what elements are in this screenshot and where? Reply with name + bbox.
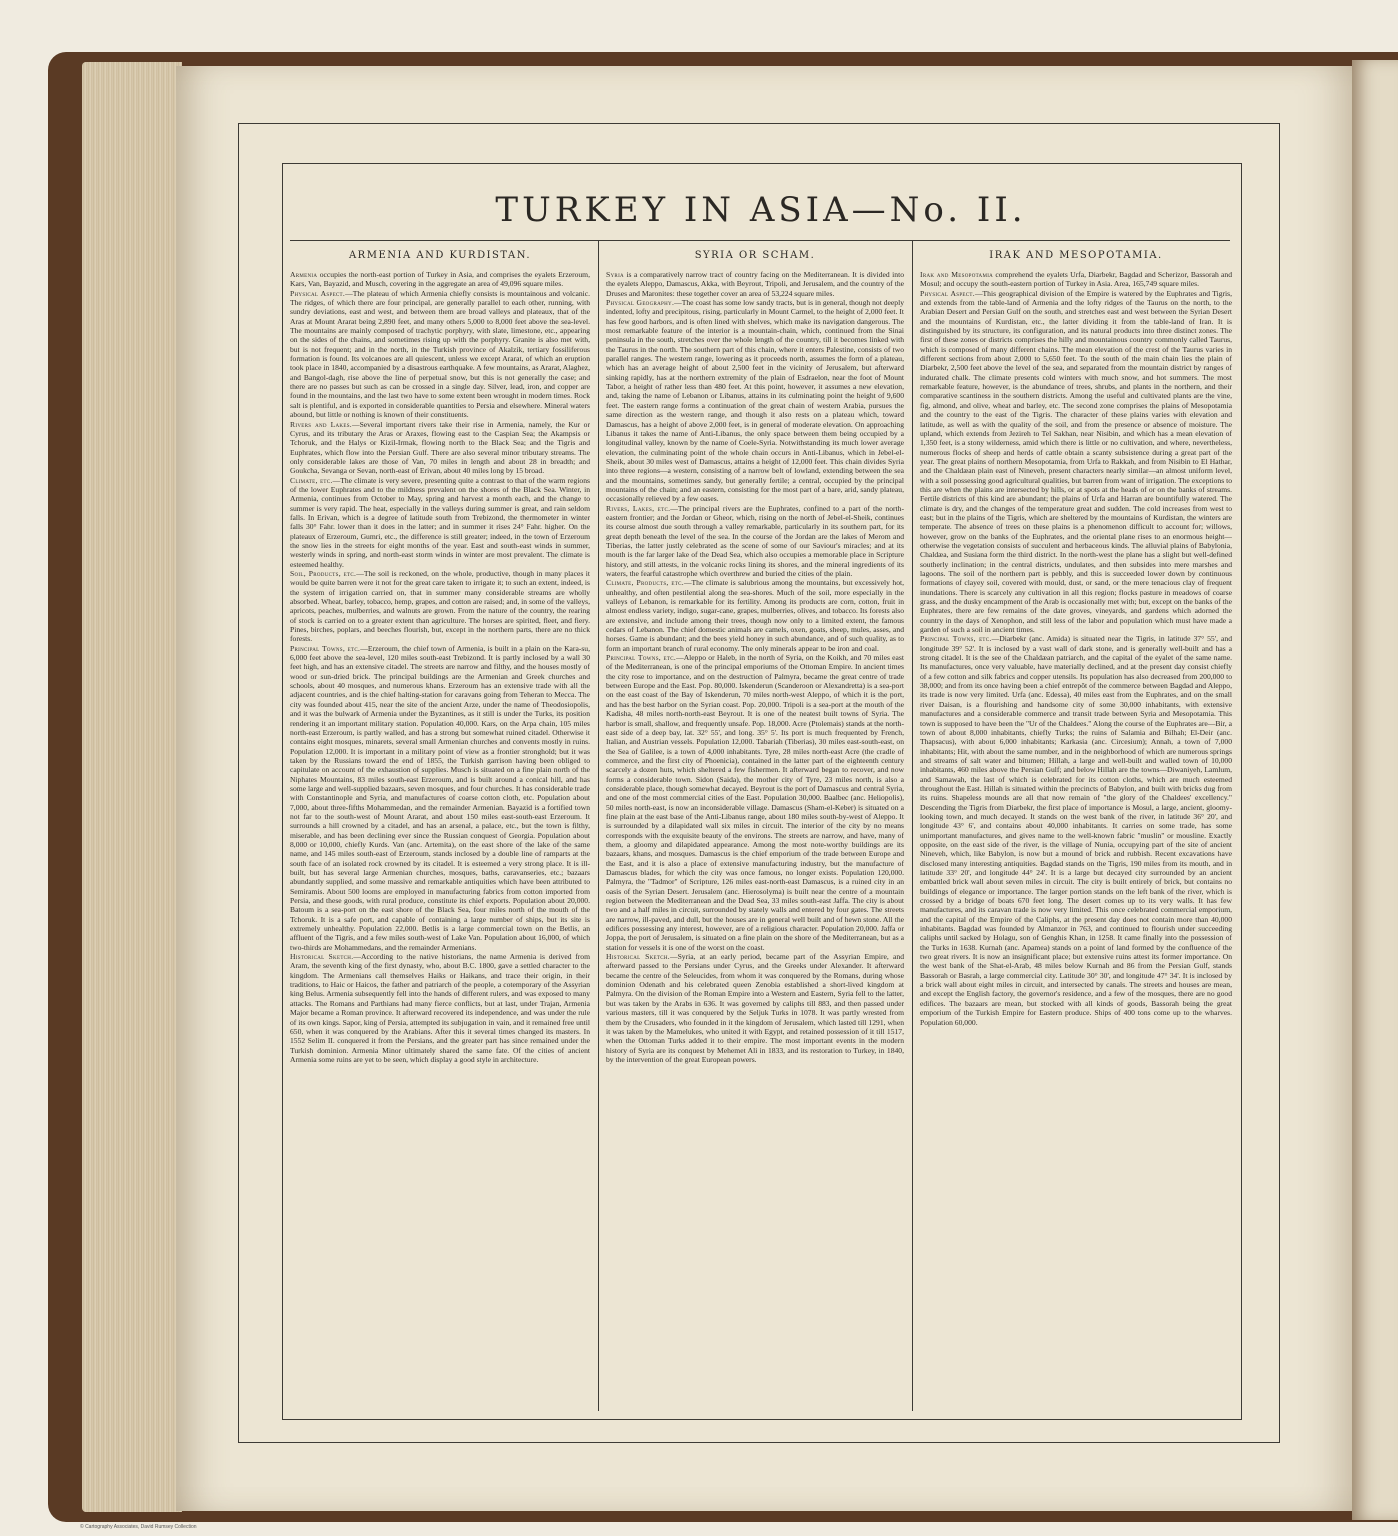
paragraph-lead: Soil, Products, etc.: [290, 569, 357, 578]
paragraph-text: —According to the native historians, the name Armenia is derived from Aram, the seventh king of the first dynasty, who, about B.C. 1800, gave a settled character to the kingdom. The Armenians call themselves Haiks or Haikans, and trace their origin, in their traditions, to Haic or Haicos, the father and patriarch of the people, a cotemporary of the Assyrian king Belus. Armenia subsequently fell into the hands of different rulers, and was exposed to many attacks. The Romans and Parthians had many fierce conflicts, but at last, under Trajan, Armenia Major became a Roman province. It afterward recovered its independence, and was under the rule of its own kings. Sapor, king of Persia, attempted its subjugation in vain, and it remained free until 650, when it was conquered by the Arabians. After this it several times changed its masters. In 1552 Selim II. conquered it from the Persians, and the greater part has since remained under the Turkish dominion. Armenia Minor ultimately shared the same fate. Of the cities of ancient Armenia some ruins are yet to be seen, which display a good style in architecture.: [290, 952, 590, 1064]
paragraph-text: —The principal rivers are the Euphrates, confined to a part of the north-eastern frontier; and the Jordan or Gheor, which, rising on the north of Jebel-el-Sheik, continues its course almost due south through a valley remarkable, particularly in its southern part, for its great depth beneath the level of the sea. In the course of the Jordan are the lakes of Merom and Tiberias, the latter justly celebrated as the scene of some of our Saviour's miracles; and at its mouth is the far larger lake of the Dead Sea, which also occupies a memorable place in Scripture history, and still attests, in the volcanic rocks lining its shores, and the mineral ingredients of its waters, the fearful catastrophe which overthrew and buried the cities of the plain.: [606, 503, 904, 578]
paragraph-text: occupies the north-east portion of Turkey in Asia, and comprises the eyalets Erzeroum, Kars, Van, Bayazid, and Musch, covering in the aggregate an area of 49,096 square miles.: [290, 270, 590, 289]
paragraph: [290, 289, 590, 420]
paragraph: [290, 952, 590, 1064]
column-armenia: [290, 248, 590, 1408]
paragraph-text: —Syria, at an early period, became part of the Assyrian Empire, and afterward passed to the Persians under Cyrus, and the Greeks under Alexander. It afterward became the centre of the Seleucides, from whom it was conquered by the Romans, during whose dominion Odenath and his celebrated queen Zenobia established a short-lived kingdom at Palmyra. On the division of the Roman Empire into a Western and Eastern, Syria fell to the latter, but was taken by the Arabs in 636. It was governed by caliphs till 883, and then passed under various masters, till it was conquered by the Seljuk Turks in 1078. It was partly wrested from them by the Crusaders, who founded in it the kingdom of Jerusalem, which lasted till 1291, when it was taken by the Mamelukes, who united it with Egypt, and retained possession of it till 1517, when the Ottoman Turks added it to their empire. The most important events in the modern history of Syria are its conquest by Mehemet Ali in 1833, and its restoration to Turkey, in 1840, by the intervention of the great European powers.: [606, 952, 904, 1064]
paragraph: [606, 504, 904, 579]
paragraph-lead: Physical Aspect.: [290, 288, 346, 298]
paragraph-lead: Rivers, Lakes, etc.: [606, 503, 671, 513]
paragraph: [606, 270, 904, 298]
title-rule: [290, 240, 1230, 241]
paragraph: [290, 644, 590, 952]
page-edges: [82, 62, 182, 1512]
paragraph-lead: Principal Towns, etc.: [290, 643, 361, 653]
paragraph-lead: Principal Towns, etc.: [606, 653, 677, 663]
paragraph: [920, 289, 1232, 635]
paragraph-text: —The plateau of which Armenia chiefly consists is mountainous and volcanic. The ridges, of which there are four principal, are generally parallel to each other, running, with sundry deviations, east and west, and between them are broad valleys and plateaux, that of the Aras at Mount Ararat being 2,890 feet, and many others 5,000 to 8,000 feet above the sea-level. The mountains are mainly composed of trachytic porphyry, with slate, limestone, etc., appearing on the sides of the chains, and sometimes rising up with the porphyry. Granite is also met with, but is not frequent; and in the north, in the Turkish province of Akalzik, tertiary fossiliferous formation is found. Its volcanoes are all quiescent, unless we except Ararat, of which an eruption took place in 1840, accompanied by a disastrous earthquake. A few mountains, as Ararat, Alaghez, and Bangol-dagh, rise above the line of perpetual snow, but this is not generally the case; and there are no passes but such as can be crossed in a single day. Silver, lead, iron, and copper are found in the mountains, and the last two have to some extent been wrought in modern times. Rock salt is plentiful, and is exported in considerable quantities to Persia and elsewhere. Mineral waters abound, but little or nothing is known of their constituents.: [290, 288, 590, 420]
paragraph-text: is a comparatively narrow tract of country facing on the Mediterranean. It is divided into the eyalets Aleppo, Damascus, Akka, with Beyrout, Tripoli, and Jerusalem, and the country of the Druses and Maronites: these together cover an area of 53,224 square miles.: [606, 270, 904, 298]
paragraph-lead: Physical Aspect.: [920, 288, 975, 298]
paragraph-lead: Climate, etc.: [290, 475, 333, 485]
paragraph-lead: Historical Sketch.: [606, 952, 670, 962]
paragraph-text: —The soil is reckoned, on the whole, productive, though in many places it would be quite barren were it not for the great care taken to irrigate it; to such an extent, indeed, is the system of irrigation carried on, that in summer many considerable streams are wholly absorbed. Wheat, barley, tobacco, hemp, grapes, and cotton are raised; and, in some of the valleys, apricots, peaches, mulberries, and walnuts are grown. From the nature of the country, the rearing of stock is carried on to a greater extent than agriculture. The horses are spirited, fleet, and fiery. Pines, birches, poplars, and beeches flourish, but, except in the northern parts, there are no thick forests.: [290, 569, 590, 644]
paragraph-text: —Several important rivers take their rise in Armenia, namely, the Kur or Cyrus, and its tributary the Aras or Araxes, flowing east to the Caspian Sea; the Akampsis or Tchoruk, and the Halys or Kizil-Irmak, flowing north to the Black Sea; and the Tigris and Euphrates, which flow into the Persian Gulf. There are also several minor tributary streams. The only considerable lakes are those of Van, 70 miles in length and about 28 in breadth; and Goukcha, Sevanga or Sevan, north-east of Erivan, about 40 miles long by 15 broad.: [290, 419, 590, 476]
paragraph: [606, 952, 904, 1064]
column-divider: [912, 241, 913, 1411]
section-heading: ARMENIA AND KURDISTAN.: [348, 250, 532, 261]
paragraph: [606, 578, 904, 653]
paragraph-lead: Armenia: [290, 270, 318, 279]
paragraph: [290, 569, 590, 644]
column-syria: [606, 248, 904, 1408]
paragraph-text: —This geographical division of the Empire is watered by the Euphrates and Tigris, and extends from the table-land of Armenia and the lofty ridges of the Taurus on the north, to the Arabian Desert and Persian Gulf on the south, and stretches east and west between the Syrian Desert and the mountains of Kurdistan, etc., the latter dividing it from the table-land of Iran. It is distinguished by its structure, its configuration, and its natural products into three distinct zones. The first of these zones or districts comprises the hilly and mountainous country commonly called Taurus, which is composed of many different chains. The mean elevation of the crest of the Taurus varies in different sections from about 2,000 to 5,650 feet. To the south of the main chain lies the plain of Diarbekr, 2,500 feet above the level of the sea, and separated from the mountain district by ranges of indurated chalk. The climate presents cold winters with much snow, and hot summers. The most remarkable feature, however, is the abundance of trees, shrubs, and plants in the northern, and their comparative scantiness in the southern districts. Among the useful and cultivated plants are the vine, fig, almond, and olive, wheat and barley, etc. The second zone comprises the plains of Mesopotamia and the country to the east of the Tigris. The character of these plains varies with elevation and latitude, as well as with the quality of the soil, and from the presence or absence of moisture. The upland, which extends from Jezireh to Tel Sakhan, near Nisibin, and which has a mean elevation of 1,350 feet, is a stony wilderness, amid which there is little or no cultivation, and where, nevertheless, numerous flocks of sheep and herds of cattle obtain a scanty subsistence during a great part of the year. The great plains of northern Mesopotamia, from Urfa to Rakkah, and from Nisibin to El Hathar, and the Chaldæan plain east of Nineveh, present characters nearly similar—an almost uniform level, with a soil possessing good agricultural qualities, but barren from want of irrigation. The exceptions to this are when the plains are intersected by hills, or at spots at the heads of or on the banks of streams. Fertile districts of this kind are abundant; the plains of Urfa and Harran are bountifully watered. The climate is dry, and the changes of the temperature great and sudden. The cold increases from west to east; but in the plains of the Tigris, which are sheltered by the mountains of Kurdistan, the winters are temperate. The absence of trees on these plains is a phenomenon difficult to account for; willows, however, grow on the banks of the Euphrates, and the oriental plane rises to an enormous height—otherwise the vegetation consists of succulent and herbaceous kinds. The alluvial plains of Babylonia, Chaldæa, and Susiana form the third district. In the north-west the plane has a slight but well-defined southerly inclination; in the central districts, undulates, and then subsides into mere marshes and lagoons. The soil of the northern part is pebbly, and this is succeeded lower down by continuous formations of clayey soil, covered with mould, dust, or sand, or the mere tenacious clay of frequent inundations. There is scarcely any cultivation in all this region; flocks pasture in meadows of coarse grass, and the dusky encampment of the Arab is occasionally met with; but, except on the banks of the Euphrates, there are few remains of the date groves, vineyards, and gardens which adorned the country in the days of Xenophon, and still less of the labor and population which must have made a garden of such a soil in ancient times.: [920, 288, 1232, 635]
paragraph-lead: Physical Geography.: [606, 298, 675, 308]
paragraph-lead: Rivers and Lakes.: [290, 419, 352, 429]
paragraph: [920, 270, 1232, 289]
paragraph-text: comprehend the eyalets Urfa, Diarbekr, Bagdad and Scherizor, Bassorah and Mosul; and occupy the south-eastern portion of Turkey in Asia. Area, 165,749 square miles.: [920, 270, 1232, 289]
paragraph-text: —Aleppo or Haleb, in the north of Syria, on the Koikh, and 70 miles east of the Mediterranean, is one of the principal emporiums of the Ottoman Empire. In ancient times the city rose to importance, and on the destruction of Palmyra, became the great centre of trade between Europe and the East. Pop. 80,000. Iskenderun (Scanderoon or Alexandretta) is a sea-port on the east coast of the Bay of Iskenderun, 70 miles north-west Aleppo, of which it is the port, and has the best harbor on the Syrian coast. Pop. 20,000. Tripoli is a sea-port at the mouth of the Kadisha, 48 miles north-north-east Beyrout. It is one of the neatest built towns of Syria. The harbor is small, shallow, and frequently unsafe. Pop. 18,000. Acre (Ptolemais) stands at the north-east side of a deep bay, lat. 32° 55', and long. 35° 5'. Its port is much frequented by French, Italian, and Austrian vessels. Population 12,000. Tabariah (Tiberias), 30 miles east-south-east, on the Sea of Galilee, is a town of 4,000 inhabitants. Tyre, 28 miles north-east Acre (the cradle of commerce, and the first city of Phoenicia), contained in the latter part of the eighteenth century scarcely a dozen huts, which sheltered a few fishermen. It afterward began to recover, and now forms a considerable town. Sidon (Saida), the mother city of Tyre, 23 miles north, is also a considerable place, though somewhat decayed. Beyrout is the port of Damascus and central Syria, and one of the most commercial cities of the East. Population 30,000. Baalbec (anc. Heliopolis), 50 miles north-east, is now an inconsiderable village. Damascus (Sham-el-Keber) is situated on a fine plain at the east base of the Anti-Libanus range, about 180 miles south-by-west of Aleppo. It is surrounded by a dilapidated wall six miles in circuit. The interior of the city by no means corresponds with the exquisite beauty of the environs. The streets are narrow, and have, many of them, a gloomy and dilapidated appearance. Among the most note-worthy buildings are its bazaars, khans, and mosques. Damascus is the chief emporium of the trade between Europe and the East, and it is also a place of extensive manufacturing industry, but the manufacture of Damascus blades, for which the city was once famous, no longer exists. Population 120,000. Palmyra, the "Tadmor" of Scripture, 126 miles east-north-east Damascus, is a ruined city in an oasis of the Syrian Desert. Jerusalem (anc. Hierosolyma) is built near the centre of a mountain region between the Mediterranean and the Dead Sea, 33 miles south-east Jaffa. The city is about two and a half miles in circuit, surrounded by stately walls and entered by four gates. The streets are narrow, ill-paved, and dull, but the houses are in general well built and of hewn stone. All the edifices possessing any interest, however, are of a religious character. Population 20,000. Jaffa or Joppa, the port of Jerusalem, is situated on a fine plain on the shore of the Mediterranean, but as a station for vessels it is one of the worst on the coast.: [606, 653, 904, 952]
facing-page-edge: [1352, 60, 1398, 1520]
section-body: [606, 270, 904, 1064]
credit-line: © Cartography Associates, David Rumsey Collection: [80, 1524, 197, 1530]
paragraph-lead: Principal Towns, etc.: [920, 634, 992, 644]
column-divider: [598, 241, 599, 1411]
paragraph-text: —Erzeroum, the chief town of Armenia, is built in a plain on the Kara-su, 6,000 feet above the sea-level, 120 miles south-east Trebizond. It is partly inclosed by a wall 30 feet high, and has an extensive citadel. The streets are narrow and filthy, and the houses mostly of wood or sun-dried brick. The principal buildings are the Armenian and Greek churches and schools, about 40 mosques, and numerous khans. Erzeroum has an extensive trade with all the adjacent countries, and is the chief halting-station for caravans going from Teheran to Mecca. The city was founded about 415, near the site of the ancient Arze, under the name of Theodosiopolis, and it was the bulwark of Armenia under the Byzantines, as it still is under the Turks, its position rendering it an important military station. Population 40,000. Kars, on the Arpa chain, 105 miles north-east Erzeroum, is partly walled, and has a strong but somewhat ruined citadel. Otherwise it contains eight mosques, minarets, several small Armenian churches and convents mostly in ruins. Population 12,000. It is important in a military point of view as a frontier stronghold; but it was taken by the Russians toward the end of 1855, the Turkish garrison having been obliged to capitulate on account of the exhaustion of supplies. Musch is situated on a fine plain north of the Niphates Mountains, 83 miles south-east Erzeroum, and is built around a conical hill, and has some large and well-supplied bazaars, seven mosques, and four churches. It has considerable trade with Constantinople and Syria, and manufactures of coarse cotton cloth, etc. Population about 7,000, about three-fifths Mohammedan, and the remainder Armenian. Bayazid is a fortified town not far to the south-west of Mount Ararat, and about 150 miles east-south-east Erzeroum. It surrounds a hill crowned by a citadel, and has an arsenal, a palace, etc., but the town is filthy, miserable, and has been declining ever since the Russian conquest of Georgia. Population about 8,000 or 10,000, chiefly Kurds. Van (anc. Artemita), on the east shore of the lake of the same name, and 145 miles south-east of Erzeroum, stands inclosed by a double line of ramparts at the south face of an isolated rock crowned by its citadel. It is esteemed a very strong place. It is ill-built, but has several large Armenian churches, mosques, baths, caravanseries, etc.; bazaars abundantly supplied, and some massive and remarkable antiquities which have been attributed to Semiramis. About 500 looms are employed in manufacturing fabrics from cotton imported from Persia, and these goods, with rural produce, constitute its chief exports. Population about 20,000. Batoum is a sea-port on the east shore of the Black Sea, four miles north of the mouth of the Tchoruk. It is a safe port, and capable of containing a large number of ships, but its site is extremely unhealthy. Population 22,000. Betlis is a large commercial town on the Betlis, an affluent of the Tigris, and a few miles south-west of Lake Van. Population about 16,000, of which two-thirds are Mohammedans, and the remainder Armenians.: [290, 643, 590, 952]
section-heading: SYRIA OR SCHAM.: [694, 250, 816, 261]
paragraph-text: —The coast has some low sandy tracts, but is in general, though not deeply indented, lofty and precipitous, rising, particularly in Mount Carmel, to the height of 2,000 feet. It has few good harbors, and is often lined with shelves, which make its navigation dangerous. The most remarkable feature of the interior is a mountain-chain, which, continued from the Sinai peninsula in the south, stretches over the whole length of the country, till it becomes linked with the Taurus in the north. The southern part of this chain, where it enters Palestine, consists of two parallel ranges. The western range, lowering as it proceeds north, assumes the form of a plateau, which has an average height of about 2,500 feet in the vicinity of Jerusalem, but afterward sinking rapidly, has at the northern extremity of the plain of Esdraelon, near the foot of Mount Tabor, a height of rather less than 480 feet. At this point, however, it assumes a new elevation, and, taking the name of Lebanon or Libanus, attains in its culminating point the height of 9,600 feet. The eastern range forms a continuation of the great chain of western Arabia, pursues the same direction as the western range, and though it also rests on a plateau which, toward Damascus, has a height of above 2,000 feet, is in general of moderate elevation. On approaching Libanus it takes the name of Anti-Libanus, the only space between them being occupied by a longitudinal valley, known by the name of Coele-Syria. Notwithstanding its much lower average elevation, the culminating point of the whole chain occurs in Anti-Libanus, which in Jebel-el-Sheik, about 30 miles west of Damascus, attains a height of 12,000 feet. This chain divides Syria into three regions—a western, consisting of a narrow belt of lowland, extending between the sea and the mountains, sometimes sandy, but generally fertile; a central, occupied by the principal mountains of the chain; and an eastern, consisting for the most part of a bare, arid, sandy plateau, occasionally relieved by a few oases.: [606, 298, 904, 504]
paragraph: [920, 634, 1232, 1026]
paragraph: [606, 653, 904, 952]
paragraph-text: —The climate is salubrious among the mountains, but excessively hot, unhealthy, and often pestilential along the sea-shores. Much of the soil, more especially in the valleys of Lebanon, is remarkable for its fertility. Among its products are corn, cotton, fruit in almost endless variety, indigo, sugar-cane, grapes, mulberries, olives, and tobacco. Its forests also are extensive, and include among their trees, though now only to a limited extent, the famous cedars of Lebanon. The chief domestic animals are camels, oxen, goats, sheep, mules, asses, and horses. Game is abundant; and the bees yield honey in such abundance, and of such quality, as to form an important branch of rural economy. The only minerals appear to be iron and coal.: [606, 578, 904, 653]
page-title: TURKEY IN ASIA—No. II.: [495, 190, 1027, 230]
section-body: [290, 270, 590, 1064]
column-irak: [920, 248, 1232, 1408]
paragraph: [290, 270, 590, 289]
paragraph-text: —Diarbekr (anc. Amida) is situated near the Tigris, in latitude 37° 55', and longitude 39° 52'. It is inclosed by a vast wall of dark stone, and is generally well-built and has a strong citadel. It is the see of the Chaldæan patriarch, and the capital of the eyalet of the same name. Its manufactures, once very valuable, have materially declined, and at the present day consist chiefly of a few cotton and silk fabrics and copper utensils. Its population has also decreased from 200,000 to 38,000; and from its once having been a chief entrepôt of the commerce between Bagdad and Aleppo, its trade is now very limited. Urfa (anc. Edessa), 40 miles east from the Euphrates, and on the small river Daisan, is a flourishing and handsome city of some 30,000 inhabitants, with extensive manufactures and a considerable commerce and transit trade between Syria and Mesopotamia. This town is supposed to have been the "Ur of the Chaldees." Along the course of the Euphrates are—Bir, a town of about 8,000 inhabitants, chiefly Turks; the ruins of Salamia and Bilhah; El-Deir (anc. Thapsacus), with about 6,000 inhabitants; Karkasia (anc. Circesium); Annah, a town of 7,000 inhabitants; Hit, with about the same number, and in the neighborhood of which are numerous springs and streams of salt water and bitumen; Hillah, a large and well-built and walled town of 10,000 inhabitants, 460 miles above the Persian Gulf; and below Hillah are the towns—Diwaniyeh, Lamlum, and Samawah, the last of which is celebrated for its cotton cloths, which are much esteemed throughout the East. Hillah is situated within the precincts of Babylon, and built with bricks dug from its ruins. Shapeless mounds are all that now remain of "the glory of the Chaldees' excellency." Descending the Tigris from Diarbekr, the first place of importance is Mosul, a large, ancient, gloomy-looking town, and much decayed. It stands on the west bank of the river, in latitude 36° 20', and longitude 43° 6', and contains about 40,000 inhabitants. It carries on some trade, has some unimportant manufactures, and gives name to the well-known fabric "muslin" or mousline. Exactly opposite, on the east side of the river, is the village of Nunia, occupying part of the site of ancient Nineveh, which, like Babylon, is now but a mound of brick and rubbish. Recent excavations have disclosed many interesting antiquities. Bagdad stands on the Tigris, 190 miles from its mouth, and in latitude 33° 20', and longitude 44° 24'. It is a large but decayed city surrounded by an ancient embattled brick wall about seven miles in circuit. The city is built entirely of brick, but contains no buildings of elegance or importance. The larger portion stands on the left bank of the river, which is crossed by a bridge of boats 670 feet long. The desert comes up to its very walls. It has few manufactures, and its caravan trade is now very limited. This once celebrated commercial emporium, and the capital of the Empire of the Caliphs, at the present day does not contain more than 40,000 inhabitants. Bagdad was founded by Almanzor in 763, and continued to flourish under succeeding caliphs until sacked by Holagu, son of Genghis Khan, in 1258. It came finally into the possession of the Turks in 1638. Kurnah (anc. Apamea) stands on a point of land formed by the confluence of the two great rivers. It is now an insignificant place; but extensive ruins attest its former importance. On the west bank of the Shat-el-Arab, 48 miles below Kurnah and 86 from the Persian Gulf, stands Bassorah or Basrah, a large commercial city. Latitude 30° 30', and longitude 47° 34'. It is inclosed by a brick wall about eight miles in circuit, and intersected by canals. The streets and houses are mean, and except the English factory, the governor's residence, and a few of the mosques, there are no good edifices. The bazaars are mean, but stocked with all kinds of goods, Bassorah being the great emporium of the Turkish Empire for Eastern produce. Ships of 400 tons come up to the wharves. Population 60,000.: [920, 634, 1232, 1027]
paragraph-lead: Irak and Mesopotamia: [920, 270, 994, 279]
paragraph-text: —The climate is very severe, presenting quite a contrast to that of the warm regions of the lower Euphrates and to the mildness prevalent on the shores of the Black Sea. Winter, in Armenia, continues from October to May, spring and harvest a month each, and the change to summer is very rapid. The heat, especially in the valleys during summer is great, and rain seldom falls. In Erivan, which is a degree of latitude south from Trebizond, the thermometer in winter falls 30° Fahr. lower than it does in the latter; and in summer it rises 24° Fahr. higher. On the plateaux of Erzeroum, Gumri, etc., the difference is still greater; indeed, in the town of Erzeroum the snow lies in the streets for eight months of the year. East and south-east winds in summer, westerly winds in spring, and north-east storm winds in winter are most prevalent. The climate is esteemed healthy.: [290, 475, 590, 569]
paragraph-lead: Climate, Products, etc.: [606, 578, 684, 588]
paragraph-lead: Historical Sketch.: [290, 952, 354, 962]
paragraph: [606, 298, 904, 504]
paragraph: [290, 420, 590, 476]
paragraph-lead: Syria: [606, 270, 624, 279]
section-heading: IRAK AND MESOPOTAMIA.: [989, 250, 1163, 261]
section-body: [920, 270, 1232, 1027]
paragraph: [290, 476, 590, 569]
